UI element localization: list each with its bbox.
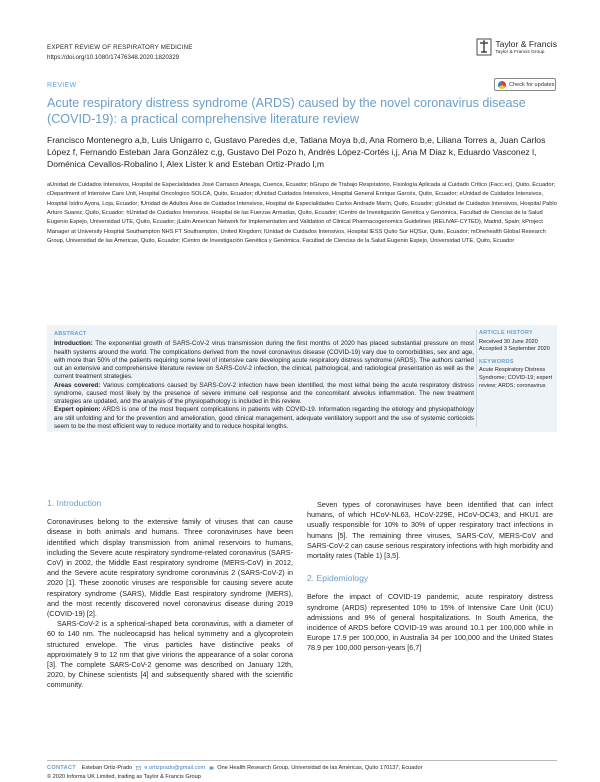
abstract-introduction xyxy=(54,340,474,381)
copyright: © 2020 Informa UK Limited, trading as Taylor & Francis Group xyxy=(47,773,201,780)
section-heading-epidemiology: 2. Epidemiology xyxy=(307,573,369,584)
taylor-francis-logo-icon xyxy=(476,38,492,56)
body-column-right xyxy=(307,498,553,654)
abstract-areas-label: Areas covered: xyxy=(54,381,101,389)
abstract-divider xyxy=(476,330,477,427)
intro-paragraph-3: Seven types of coronaviruses have been identified that can infect humans, of which HCoV-NL63, HCoV-229E, HCoV-OC43, and HKU1 are usually responsible for 10% to 30% of upper respiratory tract infections in humans [5]. The remaining three viruses, SARS-CoV, MERS-CoV and SARS-CoV-2 can cause serious respiratory infections with high morbidity and mortality rates (Table 1) [3,5]. xyxy=(307,500,553,561)
keywords-heading: KEYWORDS xyxy=(479,358,514,365)
publisher-logo[interactable] xyxy=(476,38,557,56)
article-title: Acute respiratory distress syndrome (ARDS) caused by the novel coronavirus disease (COVID-19): a practical comprehensive literature review xyxy=(47,96,526,126)
received-date: Received 30 June 2020 xyxy=(479,338,538,345)
abstract-box xyxy=(47,325,557,432)
author-list: Francisco Montenegro a,b, Luis Unigarro c, Gustavo Paredes d,e, Tatiana Moya b,d, Ana Romero b,e, Liliana Torres a, Juan Carlos López f, Fernando Esteban Jara González c,g, Gustavo Del Pozo h, Andrés López-Cortés i,j, Ana M Diaz k, Eduardo Vasconez l, Doménica Cevallos-Robalino l, Alex Lister k and Esteban Ortiz-Prado l,m xyxy=(47,135,546,170)
abstract-opinion-text: ARDS is one of the most frequent complications in patients with COVID-19. Information regarding the etiology and physiopathology are still unfolding and for the prevention and amelioration, good clinical management, adequate ventilatory support and the use of systemic corticoids seem to be the most efficient way to reduce mortality and to reduce hospital lengths. xyxy=(54,406,475,430)
contact-address: One Health Research Group, Universidad de las Américas, Quito 170137, Ecuador xyxy=(217,765,423,771)
article-type: REVIEW xyxy=(47,82,77,89)
keywords-list: Acute Respiratory Distress Syndrome; COVID-19; expert review; ARDS; coronavirus xyxy=(479,367,553,389)
affiliations: aUnidad de Cuidados Intensivos, Hospital de Especialidades José Carrasco Arteaga, Cuenca, Ecuador; bGrupo de Trabajo Respiratorio, Fisiología Aplicada al Cuidado Crítico (Facc.ec), Quito, Ecuador; cDepartment of Intensive Care Unit, Hospital Oncologico SOLCA, Quito, Ecuador; dUnidad Cuidados Intensivos, Hospital General Enrique Garcés, Quito, Ecuador; eUnidad de Cuidados Intensivos, Hospital Isidro Ayora, Loja, Ecuador; fUnidad de Adultos Área de Cuidados Intensivos, Hospital de Especialidades Carlos Andrade Marín, Quito, Ecuador; gUnidad de Cuidados Intensivos, Hospital Pablo Arturo Suarez, Quito, Ecuador; hUnidad de Cuidados Intensivos, Hospital de las Fuerzas Armadas, Quito, Ecuador; iCentro de Investigación Genética y Genómica, Facultad de Ciencias de la Salud Eugenio Espejo, Universidad UTE, Quito, Ecuador; jLatin American Network for Implementation and Validation of Clinical Pharmacogenomics Guidelines (RELIVAF-CYTED), Madrid, Spain; kProject Manager at University Hospital Southampton NHS FT Southampton, United Kingdom; lUnidad de Cuidados Intensivos, Hospital IESS Quito Sur HQSur, Quito, Ecuador; mOnehealth Global Research Group, Universidad de las Americas, Quito, Ecuador; lCentro de Investigación Genética y Genómica, Facultad de Ciencias de la Salud Eugenio Espejo, Universidad UTE, Quito, Ecuador xyxy=(47,182,557,245)
article-meta xyxy=(479,330,553,390)
doi-link[interactable]: https://doi.org/10.1080/17476348.2020.1820329 xyxy=(47,54,180,61)
abstract-intro-text: The exponential growth of SARS-CoV-2 virus transmission during the first months of 2020 has placed substantial pressure on most health systems around the world. The complications derived from the novel coronavirus disease (COVID-19) vary due to comorbidities, sex and age, with more than 50% of the patients requiring some level of intensive care developing acute respiratory distress syndrome (ARDS). The authors carried out an extensive and comprehensive literature review on SARS-CoV-2 infection, the clinical, pathological, and radiological presentation as well as the current treatment strategies. xyxy=(54,340,474,381)
check-updates-label: Check for updates xyxy=(509,81,555,88)
intro-paragraph-2: SARS-CoV-2 is a spherical-shaped beta coronavirus, with a diameter of 60 to 140 nm. The nucleocapsid has helical symmetry and a glycoprotein structured envelope. The virus particles have distinctive peaks of approximately 9 to 12 nm that give virions the appearance of a solar corona [3]. The complete SARS-CoV-2 genome was described on January 12th, 2020, by Chinese scientists [4] and subsequently shared with the scientific community. xyxy=(47,619,293,690)
history-heading: ARTICLE HISTORY xyxy=(479,330,534,336)
email-icon xyxy=(136,766,141,770)
publisher-name: Taylor & Francis xyxy=(495,39,557,49)
abstract-areas-text: Various complications caused by SARS-CoV-2 infection have been identified, the most lethal being the acute respiratory distress syndrome, caused most likely by the presence of severe immune cell response and the concomitant alveolus inflammation. The new treatment strategies are updated, and the analysis of the physiopathology is included in this review. xyxy=(54,381,475,405)
journal-name: EXPERT REVIEW OF RESPIRATORY MEDICINE xyxy=(47,44,193,51)
crossmark-icon xyxy=(498,81,506,89)
footer xyxy=(47,760,557,782)
section-heading-introduction: 1. Introduction xyxy=(47,498,102,508)
contact-line xyxy=(47,764,557,773)
contact-name: Esteban Ortiz-Prado xyxy=(81,765,133,771)
address-icon xyxy=(209,766,214,770)
body-column-left xyxy=(47,498,293,691)
journal-header xyxy=(47,39,557,70)
abstract xyxy=(54,330,474,431)
abstract-opinion xyxy=(54,406,474,431)
abstract-heading: ABSTRACT xyxy=(54,331,87,337)
abstract-opinion-label: Expert opinion: xyxy=(54,406,101,414)
contact-email[interactable]: e.ortizprado@gmail.com xyxy=(144,765,206,771)
epidemiology-paragraph-1: Before the impact of COVID-19 pandemic, acute respiratory distress syndrome (ARDS) represented 10% to 15% of Intensive Care Unit (ICU) admissions and 9% of general hospitalizations. In South America, the incidence of ARDS before COVID-19 was around 10.1 per 100,000 while in Europe 17.9 per 100,000, in Australia 34 per 100,000 and the United States 78.9 per 100,000 person-years [6,7] xyxy=(307,592,553,653)
check-updates-button[interactable] xyxy=(494,78,556,91)
abstract-intro-label: Introduction: xyxy=(54,340,93,348)
accepted-date: Accepted 3 September 2020 xyxy=(479,346,550,353)
publisher-subtitle: Taylor & Francis Group xyxy=(495,50,545,55)
abstract-areas xyxy=(54,382,474,407)
intro-paragraph-1: Coronaviruses belong to the extensive family of viruses that can cause disease in both animals and humans. Three coronaviruses have been identified which display transmission from animal reservoirs to humans, including the Severe acute respiratory syndrome-related coronavirus (SARS-CoV) in 2002, the Middle East respiratory syndrome (MERS-CoV) in 2012, and the Severe acute respiratory syndrome coronavirus 2 (SARS-CoV-2) in 2020 [1]. These zoonotic viruses are responsible for causing severe acute respiratory syndrome (SARS), Middle East respiratory syndrome (MERS), and the most recently discovered novel coronavirus disease during 2019 (COVID-19) [2]. xyxy=(47,517,293,619)
contact-label: CONTACT xyxy=(47,765,77,771)
